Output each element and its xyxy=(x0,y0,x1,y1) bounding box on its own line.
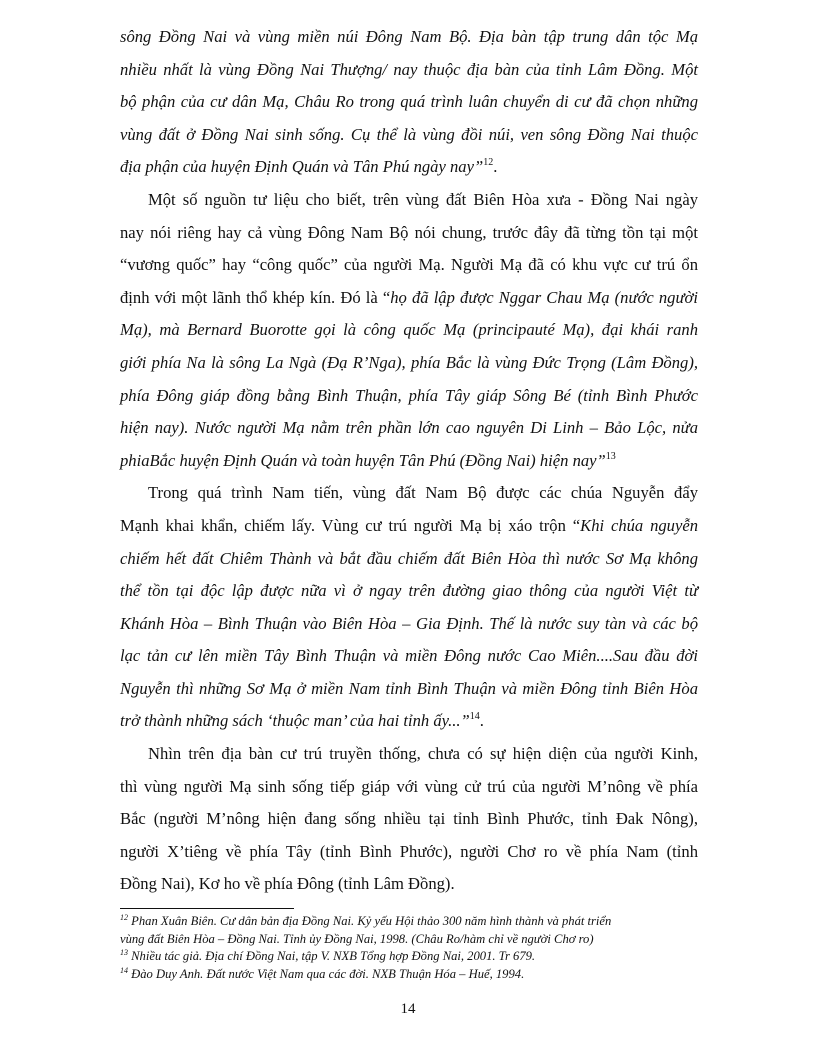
text-run: Khi chúa nguyễn xyxy=(580,515,698,535)
text-run: định với một lãnh thổ khép kín. Đó là “ xyxy=(120,287,391,307)
footnote-number: 12 xyxy=(120,913,128,922)
text-run: Nhìn trên địa bàn cư trú truyền thống, chưa có sự hiện diện của người Kinh, xyxy=(148,744,698,764)
text-line xyxy=(120,217,698,250)
text-run: lạc tản cư lên miền Tây Bình Thuận và miền Đông nước Cao Miên....Sau đầu đời xyxy=(120,646,698,666)
text-run: Mạ), mà Bernard Buorotte gọi là công quốc Mạ (principauté Mạ), đại khái ranh xyxy=(120,320,698,340)
text-run: hiện nay). Nước người Mạ nằm trên phần lớn cao nguyên Di Linh – Bảo Lộc, nửa xyxy=(120,418,698,438)
text-line xyxy=(120,836,698,869)
text-run: nhiều nhất là vùng Đồng Nai Thượng/ nay thuộc địa bàn của tỉnh Lâm Đồng. Một xyxy=(120,59,698,79)
text-line xyxy=(120,738,698,771)
text-run: vùng đất ở Đồng Nai sinh sống. Cụ thể là vùng đồi núi, ven sông Đồng Nai thuộc xyxy=(120,124,698,144)
text-line xyxy=(120,54,698,87)
text-run: Bắc (người M’nông hiện đang sống nhiều tại tỉnh Bình Phước, tỉnh Đak Nông), xyxy=(120,809,698,829)
text-run: phía Đông giáp đồng bằng Bình Thuận, phía Tây giáp Sông Bé (tỉnh Bình Phước xyxy=(120,385,698,405)
text-run: địa phận của huyện Định Quán và Tân Phú ngày nay” xyxy=(120,157,484,177)
text-line xyxy=(120,21,698,54)
text-run: Mạnh khai khẩn, chiếm lấy. Vùng cư trú người Mạ bị xáo trộn “ xyxy=(120,515,581,535)
text-run: chiếm hết đất Chiêm Thành và bắt đầu chiếm đất Biên Hòa thì nước Sơ Mạ không xyxy=(120,548,698,568)
text-line xyxy=(120,543,698,576)
text-line xyxy=(120,673,698,706)
text-run: . xyxy=(493,157,498,177)
text-run: thì vùng người Mạ sinh sống tiếp giáp với vùng cử trú của người M’nông về phía xyxy=(120,776,698,796)
text-line xyxy=(120,608,698,641)
footnote-number: 13 xyxy=(120,948,128,958)
footnote-number: 14 xyxy=(120,966,128,976)
text-run: Một số nguồn tư liệu cho biết, trên vùng đất Biên Hòa xưa - Đồng Nai ngày xyxy=(148,189,698,209)
text-run: thể tồn tại độc lập được nữa vì ở ngay trên đường giao thông của người Việt từ xyxy=(120,581,698,601)
text-line xyxy=(120,86,698,119)
text-run: nay nói riêng hay cả vùng Đông Nam Bộ nói chung, trước đây đã từng tồn tại một xyxy=(120,222,698,242)
footnote-text: Nhiều tác giả. Địa chí Đồng Nai, tập V. NXB Tổng hợp Đồng Nai, 2001. Tr 679. xyxy=(131,949,536,964)
text-line xyxy=(120,510,698,543)
text-line xyxy=(120,412,698,445)
text-run: Khánh Hòa – Bình Thuận vào Biên Hòa – Gia Định. Thế là nước suy tàn và các bộ xyxy=(120,613,698,633)
text-run: “vương quốc” hay “công quốc” của người Mạ. Người Mạ đã có khu vực cư trú ổn xyxy=(120,255,698,275)
footnote-text: Đào Duy Anh. Đất nước Việt Nam qua các đời. NXB Thuận Hóa – Huế, 1994. xyxy=(131,967,525,982)
footnote-separator xyxy=(120,908,294,909)
text-line xyxy=(120,640,698,673)
footnote-text: vùng đất Biên Hòa – Đồng Nai. Tỉnh ủy Đồng Nai, 1998. (Châu Ro/hàm chỉ về người Chơ ro) xyxy=(120,931,594,946)
text-line xyxy=(120,380,698,413)
text-run: sông Đồng Nai và vùng miền núi Đông Nam Bộ. Địa bàn tập trung dân tộc Mạ xyxy=(120,27,698,46)
text-line xyxy=(120,282,698,315)
page-number: 14 xyxy=(400,1001,416,1017)
text-line xyxy=(120,705,698,738)
text-run: Đồng Nai), Kơ ho về phía Đông (tỉnh Lâm Đồng). xyxy=(120,874,455,894)
footnote-ref: 13 xyxy=(605,450,616,462)
paragraph xyxy=(120,738,698,901)
text-run: trở thành những sách ‘thuộc man’ của hai tỉnh ấy...” xyxy=(120,711,470,731)
text-line xyxy=(120,477,698,510)
text-run: Trong quá trình Nam tiến, vùng đất Nam Bộ được các chúa Nguyễn đẩy xyxy=(148,483,698,503)
text-line xyxy=(120,347,698,380)
text-line xyxy=(120,249,698,282)
text-line xyxy=(120,575,698,608)
footnote-line xyxy=(120,966,720,984)
footnote-line xyxy=(120,948,720,966)
footnote-line xyxy=(120,931,720,949)
text-run: người X’tiêng về phía Tây (tỉnh Bình Phước), người Chơ ro về phía Nam (tỉnh xyxy=(120,841,698,861)
body-text xyxy=(120,21,698,901)
text-run: họ đã lập được Nggar Chau Mạ (nước người xyxy=(390,287,698,307)
text-line xyxy=(120,314,698,347)
text-run: giới phía Na là sông La Ngà (Đạ R’Nga), phía Bắc là vùng Đức Trọng (Lâm Đồng), xyxy=(120,352,698,372)
paragraph xyxy=(120,184,698,477)
footnotes xyxy=(120,913,720,984)
text-line xyxy=(120,771,698,804)
footnote-line xyxy=(120,913,720,931)
text-line xyxy=(120,184,698,217)
text-line xyxy=(120,151,698,184)
text-line xyxy=(120,445,698,478)
paragraph xyxy=(120,477,698,738)
footnote-ref: 12 xyxy=(483,157,494,169)
text-run: phiaBắc huyện Định Quán và toàn huyện Tân Phú (Đồng Nai) hiện nay” xyxy=(120,450,606,470)
text-line xyxy=(120,868,698,901)
footnote-ref: 14 xyxy=(469,711,480,723)
text-run: . xyxy=(479,711,484,731)
text-line xyxy=(120,803,698,836)
text-line xyxy=(120,119,698,152)
text-run: Nguyễn thì những Sơ Mạ ở miền Nam tỉnh Bình Thuận và miền Đông tỉnh Biên Hòa xyxy=(120,678,698,698)
paragraph xyxy=(120,21,698,184)
footnote-text: Phan Xuân Biên. Cư dân bản địa Đồng Nai. Kỷ yếu Hội thảo 300 năm hình thành và phát triển xyxy=(131,914,612,928)
text-run: bộ phận của cư dân Mạ, Châu Ro trong quá trình luân chuyển di cư đã chọn những xyxy=(120,92,698,112)
